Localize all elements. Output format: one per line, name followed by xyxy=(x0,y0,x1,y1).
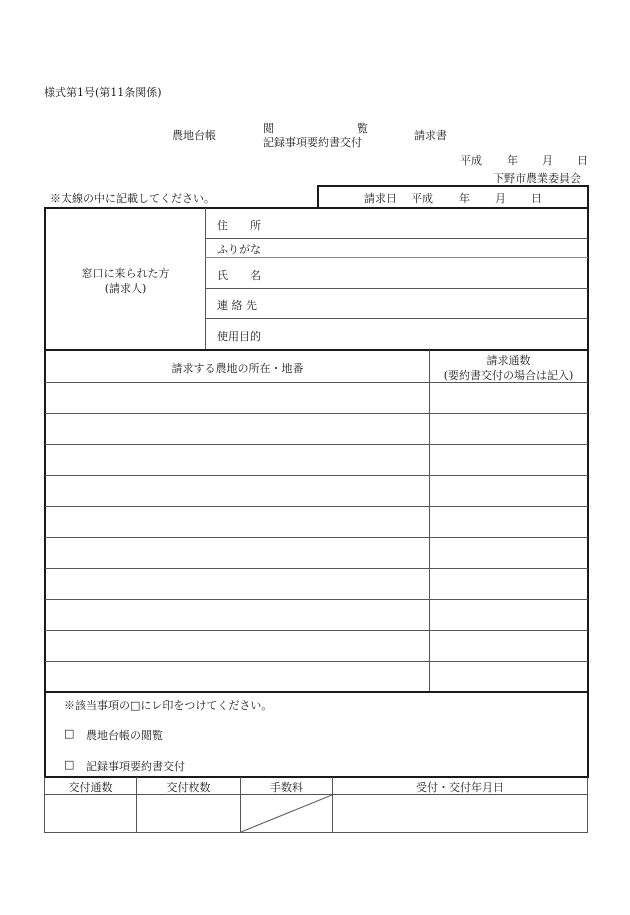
request-date-label: 請求日 xyxy=(364,192,397,205)
address-label: 住 所 xyxy=(217,219,261,232)
checklist-note: ※該当事項の□にレ印をつけてください。 xyxy=(64,699,273,712)
date-month: 月 xyxy=(542,154,553,167)
applicant-section-label: 窓口に来られた方 xyxy=(81,267,170,280)
applicant-section-sublabel: (請求人) xyxy=(104,282,147,295)
land-copies-cell[interactable] xyxy=(430,445,587,475)
checkbox-summary[interactable]: □ xyxy=(64,758,75,771)
applicant-line-4 xyxy=(205,318,588,319)
land-table-header-copies: 請求通数 xyxy=(486,354,531,367)
request-date-era: 平成 xyxy=(411,192,433,205)
land-table-header-location: 請求する農地の所在・地番 xyxy=(171,362,304,375)
land-location-cell[interactable] xyxy=(46,507,429,537)
request-date-month: 月 xyxy=(495,192,506,205)
request-date-year: 年 xyxy=(459,192,470,205)
frame-top xyxy=(44,207,589,209)
frame-right xyxy=(587,185,589,778)
date-year: 年 xyxy=(507,154,518,167)
checkbox-browse-label: 農地台帳の閲覧 xyxy=(86,729,163,742)
request-date-day: 日 xyxy=(531,192,542,205)
land-location-cell[interactable] xyxy=(46,631,429,661)
form-number: 様式第1号(第11条関係) xyxy=(44,86,162,99)
title-top-right: 覧 xyxy=(357,122,368,135)
applicant-line-3 xyxy=(205,288,588,289)
committee-name: 下野市農業委員会 xyxy=(493,172,581,185)
reception-date-label: 受付・交付年月日 xyxy=(416,781,504,794)
land-location-cell[interactable] xyxy=(46,414,429,444)
request-date-top-border xyxy=(317,185,588,187)
issued-copies-label: 交付通数 xyxy=(68,781,113,794)
applicant-line-2 xyxy=(205,257,588,258)
request-date-left-border xyxy=(317,185,319,208)
land-location-cell[interactable] xyxy=(46,445,429,475)
furigana-label: ふりがな xyxy=(217,243,261,256)
fee-cell-diagonal xyxy=(241,795,332,832)
land-location-cell[interactable] xyxy=(46,569,429,599)
title-top-left: 閲 xyxy=(263,122,274,135)
land-copies-cell[interactable] xyxy=(430,631,587,661)
contact-label: 連 絡 先 xyxy=(217,299,257,312)
land-copies-cell[interactable] xyxy=(430,476,587,506)
land-location-cell[interactable] xyxy=(46,538,429,568)
land-copies-cell[interactable] xyxy=(430,600,587,630)
land-copies-cell[interactable] xyxy=(430,569,587,599)
purpose-label: 使用目的 xyxy=(217,330,261,343)
title-middle: 記録事項要約書交付 xyxy=(263,136,362,149)
land-copies-cell[interactable] xyxy=(430,383,587,413)
date-era: 平成 xyxy=(460,154,482,167)
land-table-bottom xyxy=(44,691,589,693)
land-location-cell[interactable] xyxy=(46,662,429,692)
fee-label: 手数料 xyxy=(270,781,303,794)
title-right: 請求書 xyxy=(414,129,447,142)
land-location-cell[interactable] xyxy=(46,383,429,413)
applicant-divider xyxy=(205,208,206,350)
checkbox-summary-label: 記録事項要約書交付 xyxy=(86,760,185,773)
checkbox-browse[interactable]: □ xyxy=(64,727,75,740)
frame-bottom xyxy=(44,776,589,778)
land-location-cell[interactable] xyxy=(46,600,429,630)
land-copies-cell[interactable] xyxy=(430,507,587,537)
name-label: 氏 名 xyxy=(217,269,261,282)
land-location-cell[interactable] xyxy=(46,476,429,506)
applicant-bottom xyxy=(44,349,589,351)
land-copies-cell[interactable] xyxy=(430,414,587,444)
issued-sheets-label: 交付枚数 xyxy=(166,781,211,794)
land-table-header-copies-note: (要約書交付の場合は記入) xyxy=(443,369,574,382)
note-thick-lines: ※太線の中に記載してください。 xyxy=(50,192,215,205)
office-table-bottom xyxy=(44,832,588,833)
office-table-right xyxy=(587,777,588,833)
title-left: 農地台帳 xyxy=(172,129,216,142)
date-day: 日 xyxy=(577,154,588,167)
land-copies-cell[interactable] xyxy=(430,538,587,568)
applicant-line-1 xyxy=(205,238,588,239)
land-copies-cell[interactable] xyxy=(430,662,587,692)
